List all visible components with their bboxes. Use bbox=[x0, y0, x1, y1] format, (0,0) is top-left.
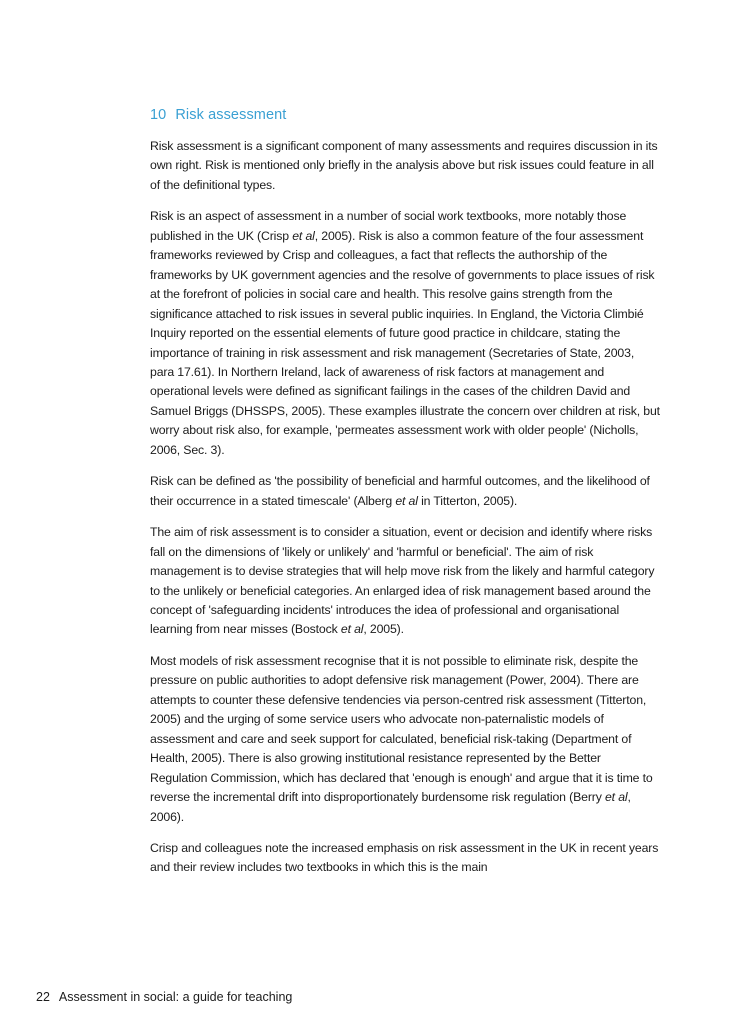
paragraph-4-text-a: The aim of risk assessment is to consider a situation, event or decision and identify where risks fall on the dimensions of 'likely or unlikely' and 'harmful or beneficial'. The aim of risk management is to devise strategies that will help move risk from the likely and harmful category to the unlikely or beneficial categories. An enlarged idea of risk management based around the concept of 'safeguarding incidents' introduces the idea of professional and organisational learning from near misses (Bostock bbox=[150, 525, 655, 637]
paragraph-3-text-a: Risk can be defined as 'the possibility of beneficial and harmful outcomes, and the likelihood of their occurrence in a stated timescale' (Alberg bbox=[150, 474, 650, 508]
section-title-text: Risk assessment bbox=[175, 107, 287, 123]
paragraph-3 bbox=[150, 472, 660, 511]
paragraph-6: Crisp and colleagues note the increased emphasis on risk assessment in the UK in recent years and their review includes two textbooks in which this is the main bbox=[150, 840, 659, 875]
paragraph-1: Risk assessment is a significant component of many assessments and requires discussion in its own right. Risk is mentioned only briefly in the analysis above but risk issues could feature in all of the definitional types. bbox=[150, 139, 658, 192]
paragraph-3-text-b: in Titterton, 2005). bbox=[417, 493, 518, 508]
paragraph-3-italic: et al bbox=[395, 493, 418, 508]
section-heading bbox=[150, 105, 660, 125]
paragraph-4-text-b: , 2005). bbox=[363, 622, 404, 637]
paragraph-4-italic: et al bbox=[340, 622, 364, 637]
main-content bbox=[150, 105, 660, 890]
section-number: 10 bbox=[150, 107, 167, 123]
paragraph-2-text-b: , 2005). Risk is also a common feature of the four assessment frameworks reviewed by Crisp and colleagues, a fact that reflects the authorship of the frameworks by UK government agencies and the resolve of governments to place issues of risk at the forefront of policies in social care and health. This resolve gains strength from the significance attached to risk issues in several public inquiries. In England, the Victoria Climbié Inquiry reported on the essential elements of future good practice in childcare, stating the importance of training in risk assessment and risk management (Secretaries of State, 2003, para 17.61). In Northern Ireland, lack of awareness of risk factors at management and operational levels were defined as significant failings in the cases of the children David and Samuel Briggs (DHSSPS, 2005). These examples illustrate the concern over children at risk, but worry about risk also, for example, 'permeates assessment work with older people' (Nicholls, 2006, Sec. 3). bbox=[150, 228, 660, 457]
paragraph-5 bbox=[150, 652, 660, 827]
paragraph-2-text-a: Risk is an aspect of assessment in a number of social work textbooks, more notably those published in the UK (Crisp bbox=[150, 209, 627, 243]
paragraph-2-italic: et al bbox=[292, 228, 315, 243]
paragraph-5-text-a: Most models of risk assessment recognise that it is not possible to eliminate risk, despite the pressure on public authorities to adopt defensive risk management (Power, 2004). There are attempts to counter these defensive tendencies via person-centred risk assessment (Titterton, 2005) and the urging of some service users who advocate non-paternalistic models of assessment and care and seek support for calculated, beneficial risk-taking (Department of Health, 2005). There is also growing institutional resistance represented by the Better Regulation Commission, which has declared that 'enough is enough' and argue that it is time to reverse the incremental drift into disproportionately burdensome risk regulation (Berry bbox=[150, 653, 653, 805]
page-number: 22 bbox=[36, 990, 50, 1004]
footer-title: Assessment in social: a guide for teaching bbox=[58, 990, 293, 1004]
page-footer bbox=[36, 987, 292, 1007]
paragraph-5-italic: et al bbox=[604, 790, 628, 805]
paragraph-2 bbox=[150, 207, 660, 460]
paragraph-5-text-b: , 2006). bbox=[150, 790, 631, 824]
paragraph-4 bbox=[150, 523, 660, 640]
